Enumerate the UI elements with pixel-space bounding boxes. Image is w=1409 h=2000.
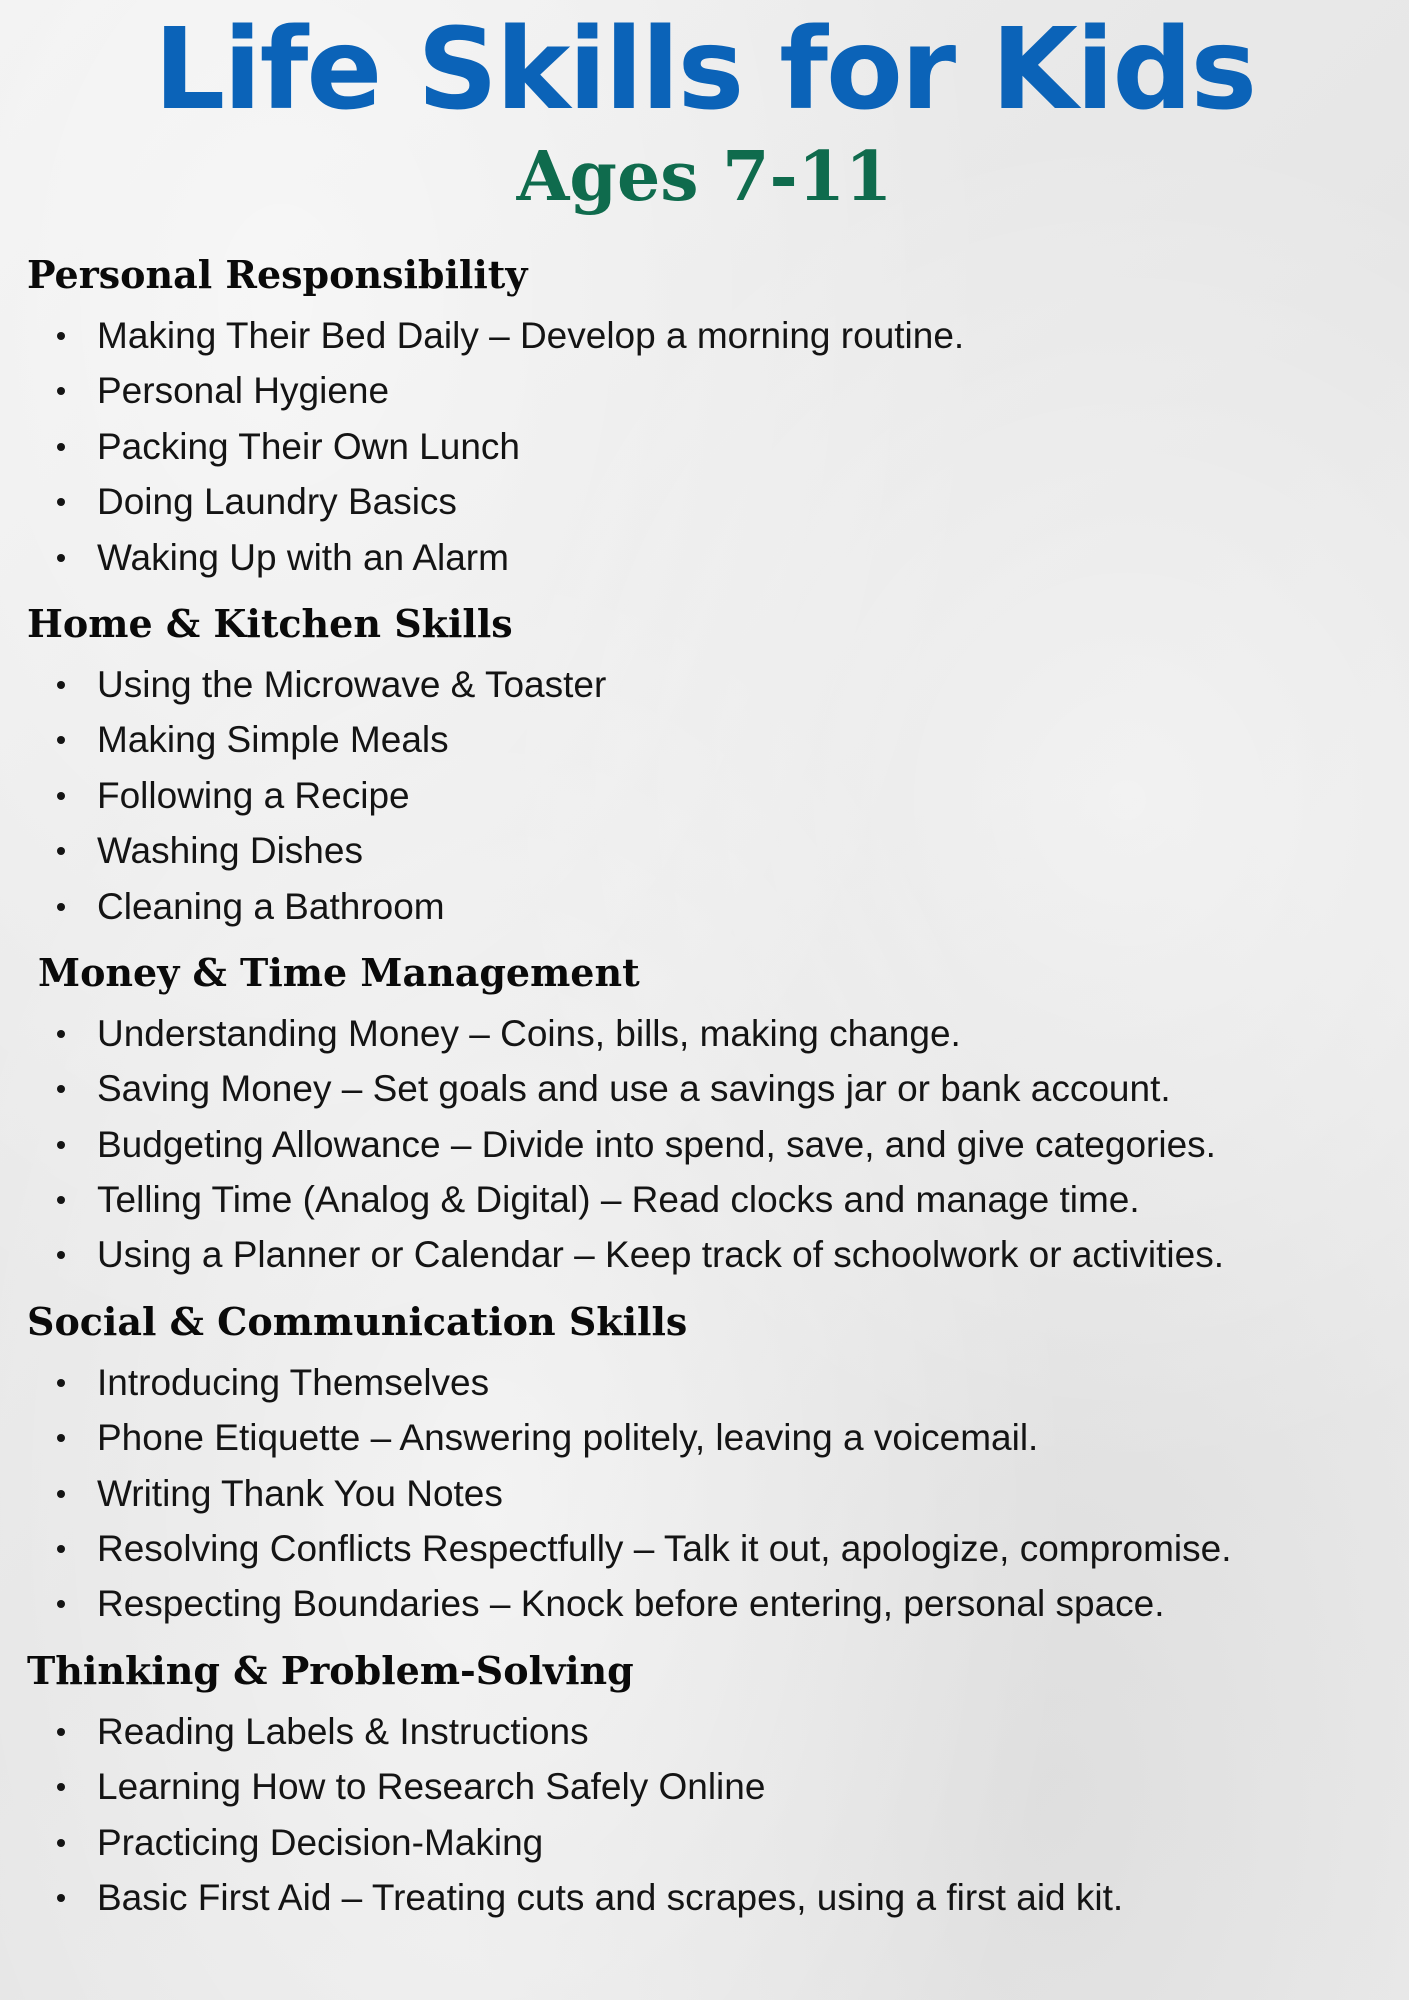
skill-text: Using a Planner or Calendar – Keep track of schoolwork or activities.: [97, 1234, 1224, 1276]
skill-text: Waking Up with an Alarm: [97, 536, 509, 578]
skill-text: Making Simple Meals: [97, 719, 449, 761]
skill-text: Making Their Bed Daily – Develop a morning routine.: [97, 315, 965, 356]
list-item: [0, 530, 1409, 585]
skill-list: [0, 308, 1409, 591]
skill-text: Doing Laundry Basics: [97, 481, 457, 523]
list-item: [0, 1117, 1409, 1172]
skills-list: [0, 242, 1409, 1931]
bullet-icon: [57, 1379, 65, 1387]
bullet-icon: [57, 1839, 65, 1847]
section-heading: Home & Kitchen Skills: [27, 600, 513, 646]
list-item: [0, 1355, 1409, 1410]
list-item: [0, 712, 1409, 767]
section-money-time-management: [0, 940, 1409, 1289]
bullet-icon: [57, 1783, 65, 1791]
bullet-icon: [57, 554, 65, 562]
skill-text: Learning How to Research Safely Online: [97, 1766, 766, 1808]
list-item: [0, 1704, 1409, 1759]
bullet-icon: [57, 1894, 65, 1902]
section-social-communication-skills: [0, 1289, 1409, 1638]
bullet-icon: [57, 1728, 65, 1736]
section-home-kitchen-skills: [0, 591, 1409, 940]
list-item: [0, 1521, 1409, 1576]
list-item: [0, 1410, 1409, 1465]
section-heading: Thinking & Problem-Solving: [27, 1647, 634, 1693]
skill-text: Resolving Conflicts Respectfully – Talk it out, apologize, compromise.: [97, 1528, 1232, 1570]
skill-text: Introducing Themselves: [97, 1361, 490, 1403]
bullet-icon: [57, 1434, 65, 1442]
list-item: [0, 1006, 1409, 1061]
page-title: Life Skills for Kids: [153, 5, 1256, 135]
skill-text: Budgeting Allowance – Divide into spend, save, and give categories.: [97, 1123, 1216, 1165]
skill-text: Respecting Boundaries – Knock before entering, personal space.: [97, 1583, 1165, 1625]
skill-text: Saving Money – Set goals and use a savings jar or bank account.: [97, 1068, 1171, 1110]
bullet-icon: [57, 387, 65, 395]
skill-text: Telling Time (Analog & Digital) – Read clocks and manage time.: [97, 1179, 1140, 1221]
list-item: [0, 823, 1409, 878]
bullet-icon: [57, 1251, 65, 1259]
bullet-icon: [57, 1490, 65, 1498]
list-item: [0, 1576, 1409, 1631]
skill-text: Using the Microwave & Toaster: [97, 663, 607, 705]
bullet-icon: [57, 1196, 65, 1204]
skill-text: Practicing Decision-Making: [97, 1821, 544, 1863]
bullet-icon: [57, 332, 65, 340]
skill-text: Basic First Aid – Treating cuts and scrapes, using a first aid kit.: [97, 1876, 1124, 1918]
section-thinking-problem-solving: [0, 1638, 1409, 1932]
skill-text: Reading Labels & Instructions: [97, 1710, 589, 1752]
section-heading: Personal Responsibility: [27, 252, 528, 297]
list-item: [0, 308, 1409, 363]
skill-text: Packing Their Own Lunch: [97, 425, 520, 467]
bullet-icon: [57, 498, 65, 506]
list-item: [0, 1227, 1409, 1282]
bullet-icon: [57, 1141, 65, 1149]
skill-list: [0, 1006, 1409, 1289]
bullet-icon: [57, 1600, 65, 1608]
bullet-icon: [57, 443, 65, 451]
skill-list: [0, 1704, 1409, 1932]
list-item: [0, 474, 1409, 529]
skill-list: [0, 657, 1409, 940]
bullet-icon: [57, 681, 65, 689]
section-personal-responsibility: [0, 242, 1409, 591]
bullet-icon: [57, 847, 65, 855]
skill-text: Following a Recipe: [97, 774, 410, 816]
list-item: [0, 1815, 1409, 1870]
skill-text: Personal Hygiene: [97, 370, 390, 412]
list-item: [0, 419, 1409, 474]
bullet-icon: [57, 903, 65, 911]
list-item: [0, 1172, 1409, 1227]
bullet-icon: [57, 1085, 65, 1093]
list-item: [0, 657, 1409, 712]
list-item: [0, 1759, 1409, 1814]
list-item: [0, 1061, 1409, 1116]
list-item: [0, 1870, 1409, 1925]
list-item: [0, 879, 1409, 934]
bullet-icon: [57, 736, 65, 744]
bullet-icon: [57, 1545, 65, 1553]
bullet-icon: [57, 1030, 65, 1038]
skill-text: Washing Dishes: [97, 830, 363, 872]
section-heading: Social & Communication Skills: [27, 1298, 688, 1344]
skill-text: Writing Thank You Notes: [97, 1472, 503, 1514]
list-item: [0, 768, 1409, 823]
list-item: [0, 363, 1409, 418]
section-heading: Money & Time Management: [38, 949, 640, 995]
skill-text: Phone Etiquette – Answering politely, leaving a voicemail.: [97, 1417, 1039, 1459]
bullet-icon: [57, 792, 65, 800]
list-item: [0, 1466, 1409, 1521]
skill-text: Cleaning a Bathroom: [97, 885, 445, 927]
skill-list: [0, 1355, 1409, 1638]
age-range-subtitle: Ages 7-11: [516, 137, 893, 217]
skill-text: Understanding Money – Coins, bills, making change.: [97, 1012, 961, 1054]
